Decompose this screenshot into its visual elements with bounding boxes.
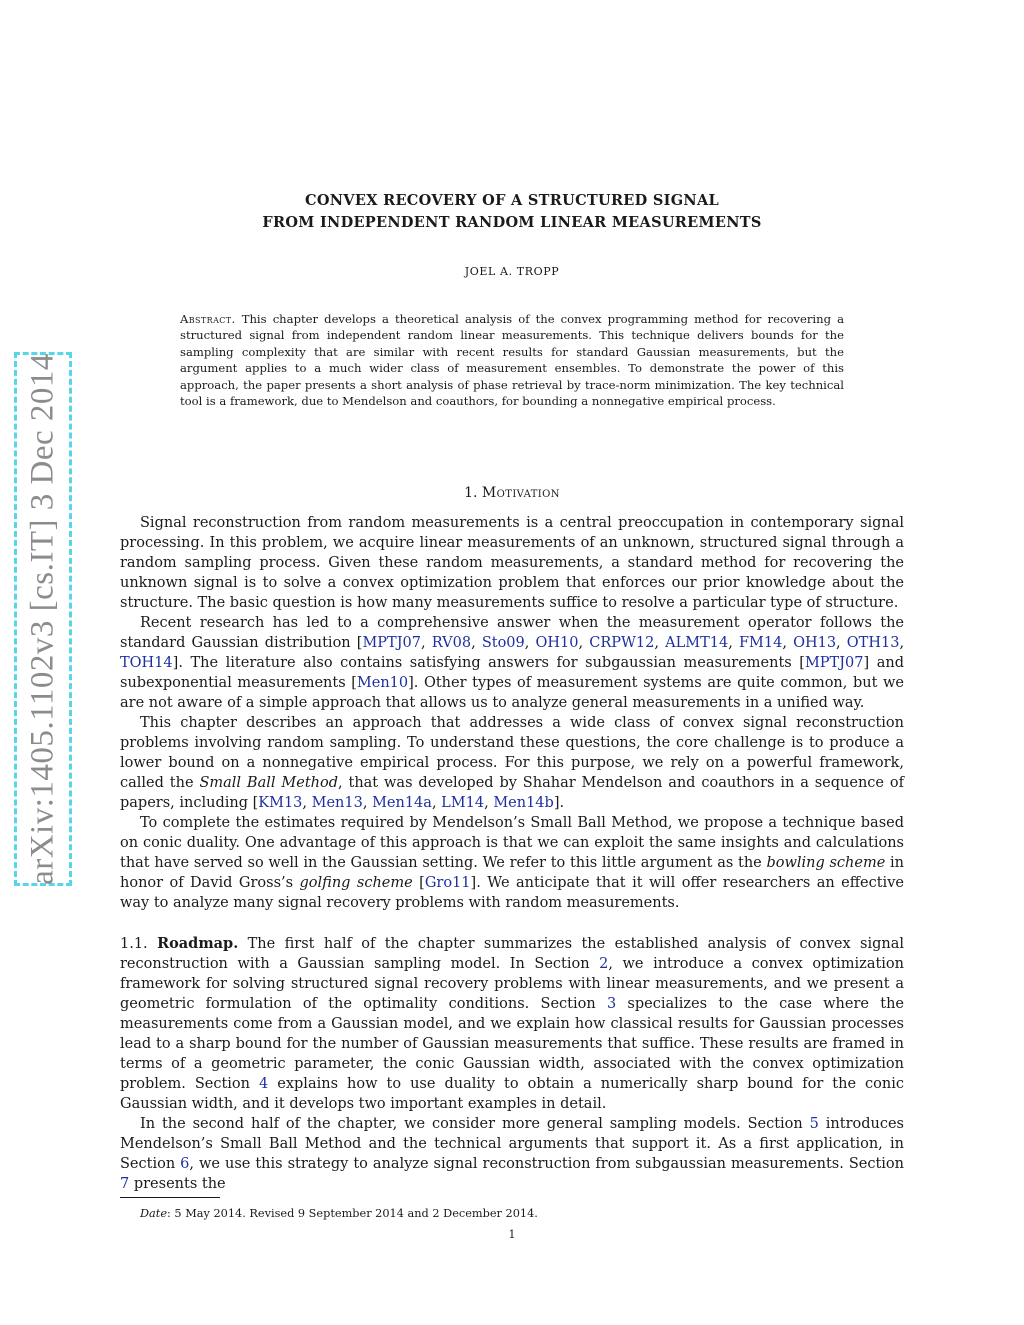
paragraph-1: Signal reconstruction from random measurements is a central preoccupation in contemporary signal processing. In this problem, we acquire linear measurements of an unknown, structured signal through a random sampling process. Given these random measurements, a standard method for recovering the unknown signal is to solve a convex optimization problem that enforces our prior knowledge about the structure. The basic question is how many measurements suffice to resolve a particular type of structure. [120,515,904,611]
section-link-5[interactable]: 5 [809,1116,819,1132]
arxiv-stamp [14,352,72,886]
section-link-3[interactable]: 3 [606,996,617,1012]
footnote-rule [120,1197,220,1198]
text-run: ]. The literature also contains satisfying answers for subgaussian measurements [ [172,655,805,671]
text-run: In the second half of the chapter, we consider more general sampling models. Section [140,1116,810,1132]
text-run: , we introduce a convex optimization framework for solving structured signal recovery problems with linear measurements, and we present a geometric formulation of the optimality conditions. Section [120,956,904,1012]
citation-crpw12[interactable]: CRPW12 [589,635,655,651]
citation-men10[interactable]: Men10 [356,675,409,691]
section-title: Motivation [481,485,560,501]
text-run: explains how to use duality to obtain a numerically sharp bound for the conic Gaussian width, and it develops two important examples in detail. [120,1076,904,1112]
arxiv-identifier: arXiv:1405.1102v3 [cs.IT] 3 Dec 2014 [24,353,61,885]
citation-lm14[interactable]: LM14 [441,795,485,811]
citation-gro11[interactable]: Gro11 [424,875,471,891]
citation-men13[interactable]: Men13 [311,795,363,811]
footnote-text: : 5 May 2014. Revised 9 September 2014 and 2 December 2014. [167,1207,538,1220]
page-number: 1 [508,1228,516,1241]
paragraph-2: Recent research has led to a comprehensive answer when the measurement operator follows the standard Gaussian distribution [MPTJ07, RV08, Sto09, OH10, CRPW12, ALMT14, FM14, OH13, OTH13, TOH14]. The literature also contains satisfying answers for subgaussian measurements [MPTJ07] and subexponential measurements [Men10]. Other types of measurement systems are quite common, but we are not aware of a simple approach that allows us to analyze general measurements in a unified way. [120,615,905,711]
title-line-2: FROM INDEPENDENT RANDOM LINEAR MEASUREMENTS [262,214,762,231]
paragraph-4 [120,813,904,913]
citation-mptj07[interactable]: MPTJ07 [362,635,421,651]
section-link-6[interactable]: 6 [180,1156,190,1172]
footnote-label: Date [140,1207,168,1220]
section-heading-motivation [120,485,904,501]
subsection-title: Roadmap. [157,935,239,952]
text-run: in honor of David Gross’s [120,855,904,891]
text-run: ]. Other types of measurement systems are quite common, but we are not aware of a simple approach that allows us to analyze general measurements in a unified way. [120,675,904,711]
title-line-1: CONVEX RECOVERY OF A STRUCTURED SIGNAL [304,192,719,209]
abstract-text: This chapter develops a theoretical analysis of the convex programming method for recovering a structured signal from independent random linear measurements. This technique delivers bounds for the sampling complexity that are similar with recent results for standard Gaussian measurements, but the argument applies to a much wider class of measurement ensembles. To demonstrate the power of this approach, the paper presents a short analysis of phase retrieval by trace-norm minimization. The key technical tool is a framework, due to Mendelson and coauthors, for bounding a nonnegative empirical process. [180,312,844,409]
text-run: [ [412,875,425,891]
roadmap-body [120,934,904,1194]
paragraph-6 [120,1114,904,1194]
author-name: JOEL A. TROPP [464,265,560,278]
text-run: ]. [553,795,565,811]
section-link-4[interactable]: 4 [259,1076,269,1092]
citation-rv08[interactable]: RV08 [431,635,472,651]
citation-toh14[interactable]: TOH14 [120,655,173,671]
text-run: introduces Mendelson’s Small Ball Method and the technical arguments that support it. As a first application, in Section [120,1116,904,1172]
paragraph-3: This chapter describes an approach that addresses a wide class of convex signal reconstruction problems involving random sampling. To understand these questions, the core challenge is to produce a lower bound on a nonnegative empirical process. For this purpose, we rely on a powerful framework, called the Small Ball Method, that was developed by Shahar Mendelson and coauthors in a sequence of papers, including [KM13, Men13, Men14a, LM14, Men14b]. [120,715,904,811]
citation-fm14[interactable]: FM14 [738,635,783,651]
text-run: presents the [129,1176,226,1192]
citation-oth13[interactable]: OTH13 [846,635,900,651]
subsection-number: 1.1. [120,936,148,952]
citation-km13[interactable]: KM13 [258,795,303,811]
text-run: ]. We anticipate that it will offer researchers an effective way to analyze many signal recovery problems with random measurements. [120,875,904,911]
motivation-body [120,513,904,913]
section-number: 1. [464,485,478,501]
citation-sto09[interactable]: Sto09 [481,635,525,651]
text-run: ] and subexponential measurements [ [120,655,904,691]
text-run: The first half of the chapter summarizes the established analysis of convex signal reconstruction with a Gaussian sampling model. In Section [120,936,905,972]
text-run: , we use this strategy to analyze signal reconstruction from subgaussian measurements. Section [189,1156,904,1172]
text-run: specializes to the case where the measurements come from a Gaussian model, and we explain how classical results for Gaussian processes lead to a sharp bound for the number of Gaussian measurements that suffice. These results are framed in terms of a geometric parameter, the conic Gaussian width, associated with the convex optimization problem. Section [120,996,904,1092]
text-run: This chapter describes an approach that addresses a wide class of convex signal reconstruction problems involving random sampling. To understand these questions, the core challenge is to produce a lower bound on a nonnegative empirical process. For this purpose, we rely on a powerful framework, called the [120,715,904,791]
emphasis-small-ball-method: Small Ball Method [199,775,338,791]
text-run: , that was developed by Shahar Mendelson and coauthors in a sequence of papers, including [ [120,775,904,811]
citation-men14a[interactable]: Men14a [372,795,432,811]
paragraph-roadmap [120,934,904,1114]
citation-men14b[interactable]: Men14b [493,795,554,811]
text-run: Recent research has led to a comprehensive answer when the measurement operator follows the standard Gaussian distribution [ [120,615,904,651]
abstract [180,311,844,409]
text-run: To complete the estimates required by Mendelson’s Small Ball Method, we propose a technique based on conic duality. One advantage of this approach is that we can exploit the same insights and calculations that have served so well in the Gaussian setting. We refer to this little argument as the [120,815,904,871]
citation-mptj07-2[interactable]: MPTJ07 [804,655,864,671]
section-link-7[interactable]: 7 [120,1176,130,1192]
section-link-2[interactable]: 2 [599,956,609,972]
citation-almt14[interactable]: ALMT14 [665,635,729,651]
abstract-label: Abstract. [180,312,236,326]
footnote-date [140,1207,538,1220]
emphasis-bowling-scheme: bowling scheme [766,855,886,871]
citation-oh13[interactable]: OH13 [793,635,837,651]
emphasis-golfing-scheme: golfing scheme [299,875,413,891]
paper-title [120,190,904,234]
citation-oh10[interactable]: OH10 [535,635,579,651]
